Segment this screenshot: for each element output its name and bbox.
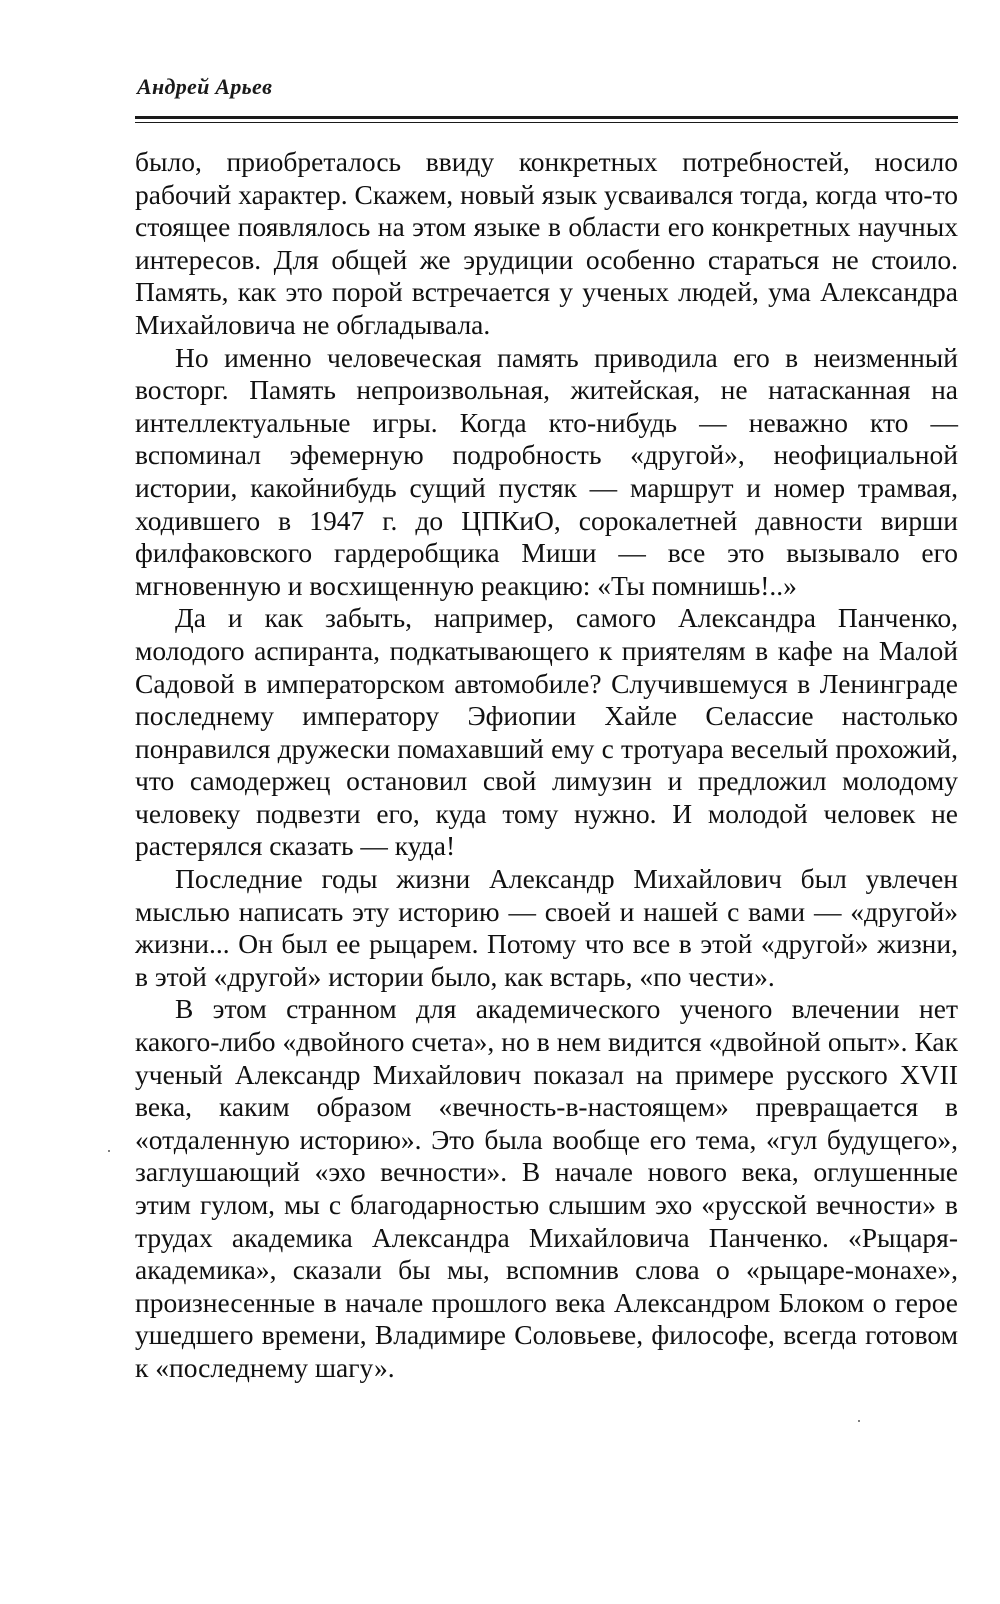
paragraph: Но именно человеческая память приводила его в неизменный восторг. Память непроизвольная, житейская, не натасканная на интеллектуальные игры. Когда кто-нибудь — неважно кто — вспоминал эфемерную подробность «другой», неофициальной истории, какойнибудь сущий пустяк — маршрут и номер трамвая, ходившего в 1947 г. до ЦПКиО, сорокалетней давности вирши филфаковского гардеробщика Миши — все это вызывало его мгновенную и восхищенную реакцию: «Ты помнишь!..» [135,341,958,601]
running-head-author: Андрей Арьев [137,74,273,99]
text-body [135,146,958,1385]
paragraph: Последние годы жизни Александр Михайлович был увлечен мыслью написать эту историю — своей и нашей с вами — «другой» жизни... Он был ее рыцарем. Потому что все в этой «другой» жизни, в этой «другой» истории было, как встарь, «по чести». [135,863,958,992]
header-rule [135,116,958,119]
scan-speck [858,1420,860,1422]
scan-speck [108,1150,110,1152]
paragraph: было, приобреталось ввиду конкретных потребностей, носило рабочий характер. Скажем, новый язык усваивался тогда, когда что-то стоящее появлялось на этом языке в области его конкретных научных интересов. Для общей же эрудиции особенно стараться не стоило. Память, как это порой встречается у ученых людей, ума Александра Михайловича не обгладывала. [135,146,958,340]
paragraph: Да и как забыть, например, самого Александра Панченко, молодого аспиранта, подкатывающего к приятелям в кафе на Малой Садовой в императорском автомобиле? Случившемуся в Ленинграде последнему императору Эфиопии Хайле Селассие настолько понравился дружески помахавший ему с тротуара веселый прохожий, что самодержец остановил свой лимузин и предложил молодому человеку подвезти его, куда тому нужно. И молодой человек не растерялся сказать — куда! [135,602,958,862]
paragraph: В этом странном для академического ученого влечении нет какого-либо «двойного счета», но в нем видится «двойной опыт». Как ученый Александр Михайлович показал на примере русского XVII века, каким образом «вечность-в-настоящем» превращается в «отдаленную историю». Это была вообще его тема, «гул будущего», заглушающий «эхо вечности». В начале нового века, оглушенные этим гулом, мы с благодарностью слышим эхо «русской вечности» в трудах академика Александра Михайловича Панченко. «Рыцаря-академика», сказали бы мы, вспомнив слова о «рыцаре-монахе», произнесенные в начале прошлого века Александром Блоком о герое ушедшего времени, Владимире Соловьеве, философе, всегда готовом к «последнему шагу». [135,993,958,1383]
header-rule-thin [135,122,958,123]
